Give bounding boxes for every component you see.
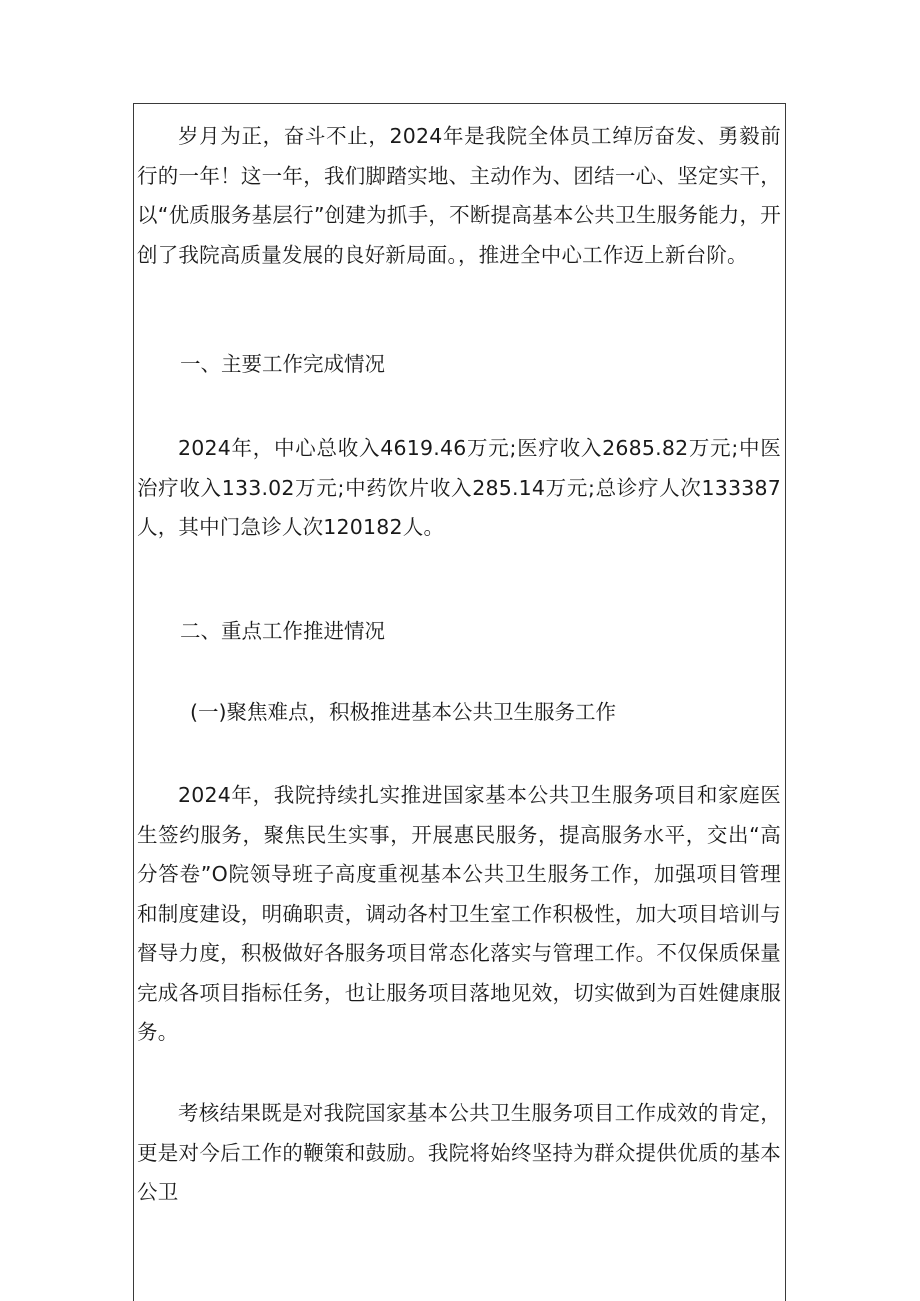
income-summary-paragraph: 2024年，中心总收入4619.46万元;医疗收入2685.82万元;中医治疗收入133.02万元;中药饮片收入285.14万元;总诊疗人次133387人，其中门急诊人次120182人。: [137, 436, 781, 539]
public-health-paragraph: 2024年，我院持续扎实推进国家基本公共卫生服务项目和家庭医生签约服务，聚焦民生实事，开展惠民服务，提高服务水平，交出“高分答卷”O院领导班子高度重视基本公共卫生服务工作，加强项目管理和制度建设，明确职责，调动各村卫生室工作积极性，加大项目培训与督导力度，积极做好各服务项目常态化落实与管理工作。不仅保质保量完成各项目指标任务，也让服务项目落地见效，切实做到为百姓健康服务。: [137, 783, 781, 1044]
section-heading-key-work: 二、重点工作推进情况: [180, 619, 385, 643]
section-heading-main-work: 一、主要工作完成情况: [180, 352, 385, 376]
subsection-heading-public-health: (一)聚焦难点，积极推进基本公共卫生服务工作: [190, 700, 616, 724]
intro-paragraph: 岁月为正，奋斗不止，2024年是我院全体员工绰厉奋发、勇毅前行的一年！这一年，我们脚踏实地、主动作为、团结一心、坚定实干，以“优质服务基层行”创建为抓手，不断提高基本公共卫生服务能力，开创了我院高质量发展的良好新局面。，推进全中心工作迈上新台阶。: [137, 124, 781, 267]
closing-paragraph: 考核结果既是对我院国家基本公共卫生服务项目工作成效的肯定，更是对今后工作的鞭策和鼓励。我院将始终坚持为群众提供优质的基本公卫: [137, 1101, 781, 1204]
